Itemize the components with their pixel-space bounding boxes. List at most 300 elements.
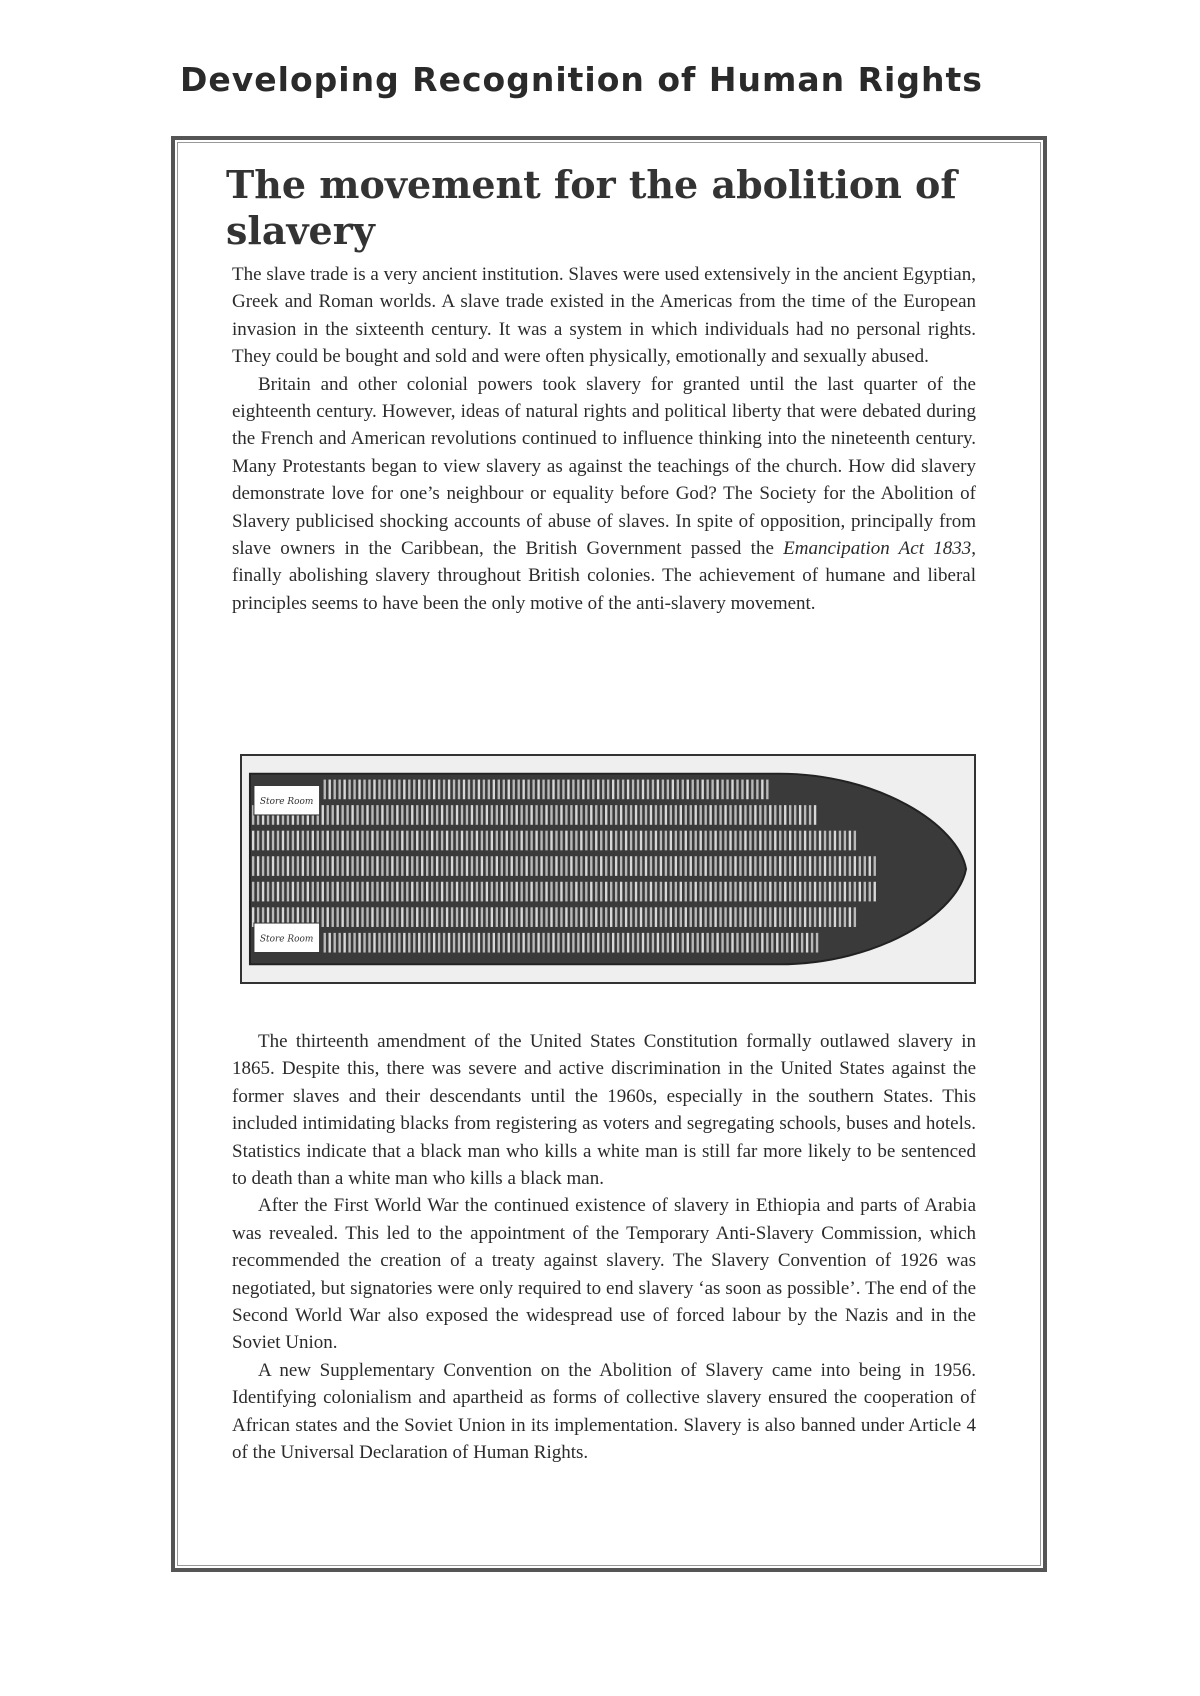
- ship-figure-stroke: [478, 780, 480, 800]
- ship-figure-stroke: [552, 933, 554, 953]
- ship-figure-stroke: [312, 882, 314, 902]
- ship-figure-stroke: [324, 780, 326, 800]
- ship-figure-stroke: [371, 805, 373, 825]
- ship-figure-stroke: [620, 882, 622, 902]
- ship-figure-stroke: [687, 933, 689, 953]
- ship-figure-stroke: [577, 780, 579, 800]
- ship-figure-stroke: [744, 882, 746, 902]
- ship-figure-stroke: [426, 805, 428, 825]
- ship-figure-stroke: [695, 805, 697, 825]
- ship-figure-stroke: [685, 882, 687, 902]
- ship-figure-stroke: [759, 831, 761, 851]
- ship-figure-stroke: [448, 933, 450, 953]
- ship-figure-stroke: [585, 856, 587, 876]
- ship-figure-stroke: [854, 856, 856, 876]
- ship-figure-stroke: [257, 856, 259, 876]
- ship-figure-stroke: [600, 805, 602, 825]
- ship-figure-stroke: [692, 780, 694, 800]
- ship-figure-stroke: [647, 780, 649, 800]
- ship-figure-stroke: [292, 856, 294, 876]
- ship-figure-stroke: [824, 856, 826, 876]
- ship-figure-stroke: [338, 780, 340, 800]
- ship-figure-stroke: [356, 907, 358, 927]
- ship-figure-stroke: [685, 907, 687, 927]
- ship-figure-stroke: [796, 933, 798, 953]
- ship-figure-stroke: [724, 831, 726, 851]
- ship-figure-stroke: [615, 856, 617, 876]
- ship-figure-stroke: [466, 805, 468, 825]
- ship-figure-stroke: [525, 882, 527, 902]
- ship-figure-stroke: [483, 780, 485, 800]
- ship-figure-stroke: [726, 933, 728, 953]
- emancipation-act-title: Emancipation Act 1833: [783, 538, 972, 560]
- ship-figure-stroke: [353, 933, 355, 953]
- ship-figure-stroke: [322, 907, 324, 927]
- ship-figure-stroke: [545, 882, 547, 902]
- ship-figure-stroke: [704, 831, 706, 851]
- ship-figure-stroke: [463, 780, 465, 800]
- ship-figure-stroke: [431, 831, 433, 851]
- ship-figure-stroke: [819, 907, 821, 927]
- ship-figure-stroke: [729, 805, 731, 825]
- ship-figure-stroke: [685, 831, 687, 851]
- ship-figure-stroke: [506, 831, 508, 851]
- ship-figure-stroke: [545, 856, 547, 876]
- ship-figure-stroke: [612, 780, 614, 800]
- ship-figure-stroke: [667, 780, 669, 800]
- ship-figure-stroke: [645, 907, 647, 927]
- ship-figure-stroke: [595, 831, 597, 851]
- ship-figure-stroke: [356, 856, 358, 876]
- ship-figure-stroke: [774, 856, 776, 876]
- ship-figure-stroke: [580, 856, 582, 876]
- ship-figure-stroke: [421, 882, 423, 902]
- ship-figure-stroke: [406, 856, 408, 876]
- ship-figure-stroke: [630, 831, 632, 851]
- ship-figure-stroke: [729, 831, 731, 851]
- ship-figure-stroke: [709, 831, 711, 851]
- ship-figure-stroke: [511, 831, 513, 851]
- ship-figure-stroke: [701, 933, 703, 953]
- article-section-2: [232, 1028, 976, 1467]
- ship-figure-stroke: [729, 882, 731, 902]
- ship-figure-stroke: [527, 933, 529, 953]
- slave-ship-drawing: [242, 756, 974, 982]
- ship-figure-stroke: [376, 907, 378, 927]
- ship-figure-stroke: [665, 882, 667, 902]
- ship-figure-stroke: [501, 805, 503, 825]
- ship-figure-stroke: [630, 882, 632, 902]
- article-title: The movement for the abolition of slavery: [226, 162, 957, 253]
- ship-figure-stroke: [486, 805, 488, 825]
- ship-figure-stroke: [446, 882, 448, 902]
- ship-figure-stroke: [622, 780, 624, 800]
- ship-figure-stroke: [700, 831, 702, 851]
- ship-figure-stroke: [809, 907, 811, 927]
- ship-figure-stroke: [859, 882, 861, 902]
- ship-figure-stroke: [351, 882, 353, 902]
- ship-figure-stroke: [809, 882, 811, 902]
- ship-figure-stroke: [690, 907, 692, 927]
- ship-figure-stroke: [595, 882, 597, 902]
- ship-figure-stroke: [690, 856, 692, 876]
- ship-figure-stroke: [302, 831, 304, 851]
- ship-figure-stroke: [854, 831, 856, 851]
- ship-figure-stroke: [685, 805, 687, 825]
- ship-figure-stroke: [257, 882, 259, 902]
- ship-figure-stroke: [322, 856, 324, 876]
- ship-figure-stroke: [582, 933, 584, 953]
- ship-figure-stroke: [381, 882, 383, 902]
- ship-figure-stroke: [739, 805, 741, 825]
- ship-figure-stroke: [572, 933, 574, 953]
- ship-figure-stroke: [602, 780, 604, 800]
- ship-figure-stroke: [522, 780, 524, 800]
- ship-figure-stroke: [418, 780, 420, 800]
- ship-figure-stroke: [597, 933, 599, 953]
- ship-figure-stroke: [466, 907, 468, 927]
- ship-figure-stroke: [373, 933, 375, 953]
- ship-figure-stroke: [615, 907, 617, 927]
- ship-figure-stroke: [814, 882, 816, 902]
- ship-figure-stroke: [665, 907, 667, 927]
- ship-figure-stroke: [714, 805, 716, 825]
- ship-figure-stroke: [262, 882, 264, 902]
- ship-figure-stroke: [587, 780, 589, 800]
- ship-figure-stroke: [498, 933, 500, 953]
- ship-figure-stroke: [690, 831, 692, 851]
- ship-figure-stroke: [844, 882, 846, 902]
- ship-figure-stroke: [413, 780, 415, 800]
- ship-figure-stroke: [652, 933, 654, 953]
- ship-figure-stroke: [416, 805, 418, 825]
- ship-figure-stroke: [749, 831, 751, 851]
- ship-figure-stroke: [764, 805, 766, 825]
- ship-figure-stroke: [799, 907, 801, 927]
- ship-figure-stroke: [327, 805, 329, 825]
- ship-figure-stroke: [814, 856, 816, 876]
- ship-figure-stroke: [403, 933, 405, 953]
- ship-figure-stroke: [441, 805, 443, 825]
- ship-figure-stroke: [386, 907, 388, 927]
- ship-figure-stroke: [665, 856, 667, 876]
- ship-figure-stroke: [612, 933, 614, 953]
- paragraph-supplementary-convention: A new Supplementary Convention on the Abolition of Slavery came into being in 1956. Identifying colonialism and apartheid as forms of collective slavery ensured the cooperation of African states and the Soviet Union in its implementation. Slavery is also banned under Article 4 of the Universal Declaration of Human Rights.: [232, 1359, 976, 1464]
- ship-figure-stroke: [834, 856, 836, 876]
- ship-figure-stroke: [332, 805, 334, 825]
- ship-figure-stroke: [287, 856, 289, 876]
- ship-figure-stroke: [719, 831, 721, 851]
- ship-figure-stroke: [610, 856, 612, 876]
- ship-figure-stroke: [607, 933, 609, 953]
- ship-figure-stroke: [749, 805, 751, 825]
- ship-figure-stroke: [729, 907, 731, 927]
- ship-figure-stroke: [675, 805, 677, 825]
- ship-figure-stroke: [627, 933, 629, 953]
- ship-figure-stroke: [336, 907, 338, 927]
- ship-figure-stroke: [779, 907, 781, 927]
- ship-figure-stroke: [739, 882, 741, 902]
- ship-figure-stroke: [513, 933, 515, 953]
- ship-figure-stroke: [695, 856, 697, 876]
- ship-figure-stroke: [716, 933, 718, 953]
- ship-figure-stroke: [488, 780, 490, 800]
- ship-figure-stroke: [724, 882, 726, 902]
- ship-figure-stroke: [443, 933, 445, 953]
- ship-figure-stroke: [675, 856, 677, 876]
- ship-figure-stroke: [338, 933, 340, 953]
- ship-figure-stroke: [411, 882, 413, 902]
- ship-figure-stroke: [675, 831, 677, 851]
- ship-figure-stroke: [537, 780, 539, 800]
- ship-figure-stroke: [498, 780, 500, 800]
- ship-figure-stroke: [453, 933, 455, 953]
- ship-figure-stroke: [839, 831, 841, 851]
- ship-figure-stroke: [346, 856, 348, 876]
- ship-figure-stroke: [336, 882, 338, 902]
- ship-figure-stroke: [682, 780, 684, 800]
- ship-figure-stroke: [436, 805, 438, 825]
- ship-figure-stroke: [714, 831, 716, 851]
- store-room-label-top: Store Room: [259, 797, 314, 808]
- ship-figure-stroke: [376, 856, 378, 876]
- ship-figure-stroke: [351, 831, 353, 851]
- ship-figure-stroke: [508, 933, 510, 953]
- ship-figure-stroke: [406, 907, 408, 927]
- ship-figure-stroke: [789, 907, 791, 927]
- ship-figure-stroke: [438, 933, 440, 953]
- ship-figure-stroke: [590, 907, 592, 927]
- ship-figure-stroke: [809, 856, 811, 876]
- ship-figure-stroke: [520, 831, 522, 851]
- ship-figure-stroke: [600, 831, 602, 851]
- ship-figure-stroke: [555, 882, 557, 902]
- ship-figure-stroke: [874, 856, 876, 876]
- ship-figure-stroke: [411, 805, 413, 825]
- ship-figure-stroke: [655, 907, 657, 927]
- ship-figure-stroke: [332, 856, 334, 876]
- ship-figure-stroke: [545, 831, 547, 851]
- ship-figure-stroke: [466, 882, 468, 902]
- ship-figure-stroke: [322, 882, 324, 902]
- ship-figure-stroke: [565, 805, 567, 825]
- ship-figure-stroke: [680, 805, 682, 825]
- ship-figure-stroke: [570, 882, 572, 902]
- ship-figure-stroke: [486, 831, 488, 851]
- ship-figure-stroke: [799, 805, 801, 825]
- ship-figure-stroke: [481, 882, 483, 902]
- ship-figure-stroke: [620, 805, 622, 825]
- ship-figure-stroke: [580, 805, 582, 825]
- ship-figure-stroke: [292, 882, 294, 902]
- ship-figure-stroke: [406, 831, 408, 851]
- ship-figure-stroke: [764, 882, 766, 902]
- ship-figure-stroke: [657, 933, 659, 953]
- ship-figure-stroke: [565, 831, 567, 851]
- ship-figure-stroke: [555, 831, 557, 851]
- ship-figure-stroke: [620, 907, 622, 927]
- ship-figure-stroke: [451, 831, 453, 851]
- ship-figure-stroke: [774, 907, 776, 927]
- ship-figure-stroke: [353, 780, 355, 800]
- ship-figure-stroke: [590, 831, 592, 851]
- ship-figure-stroke: [799, 831, 801, 851]
- ship-figure-stroke: [346, 805, 348, 825]
- ship-figure-stroke: [396, 907, 398, 927]
- ship-figure-stroke: [839, 856, 841, 876]
- ship-figure-stroke: [535, 856, 537, 876]
- ship-figure-stroke: [711, 780, 713, 800]
- ship-figure-stroke: [784, 805, 786, 825]
- ship-figure-stroke: [824, 831, 826, 851]
- ship-figure-stroke: [511, 805, 513, 825]
- ship-figure-stroke: [849, 856, 851, 876]
- ship-figure-stroke: [476, 805, 478, 825]
- ship-figure-stroke: [416, 856, 418, 876]
- ship-figure-stroke: [650, 907, 652, 927]
- ship-figure-stroke: [665, 831, 667, 851]
- ship-figure-stroke: [610, 805, 612, 825]
- ship-figure-stroke: [665, 805, 667, 825]
- ship-figure-stroke: [506, 907, 508, 927]
- ship-figure-stroke: [864, 882, 866, 902]
- ship-figure-stroke: [376, 831, 378, 851]
- ship-figure-stroke: [277, 856, 279, 876]
- ship-figure-stroke: [595, 856, 597, 876]
- ship-figure-stroke: [386, 882, 388, 902]
- ship-figure-stroke: [312, 856, 314, 876]
- ship-figure-stroke: [829, 907, 831, 927]
- ship-figure-stroke: [426, 907, 428, 927]
- ship-figure-stroke: [670, 907, 672, 927]
- ship-figure-stroke: [690, 882, 692, 902]
- ship-figure-stroke: [779, 856, 781, 876]
- ship-figure-stroke: [640, 882, 642, 902]
- ship-figure-stroke: [759, 805, 761, 825]
- ship-figure-stroke: [297, 882, 299, 902]
- ship-figure-stroke: [585, 805, 587, 825]
- ship-figure-stroke: [398, 780, 400, 800]
- ship-figure-stroke: [408, 780, 410, 800]
- ship-figure-stroke: [332, 907, 334, 927]
- ship-figure-stroke: [640, 907, 642, 927]
- ship-figure-stroke: [401, 805, 403, 825]
- ship-figure-stroke: [766, 933, 768, 953]
- ship-figure-stroke: [282, 856, 284, 876]
- slave-ship-diagram-image: [240, 754, 976, 984]
- ship-figure-stroke: [744, 805, 746, 825]
- ship-figure-stroke: [267, 882, 269, 902]
- ship-figure-stroke: [590, 856, 592, 876]
- ship-figure-stroke: [356, 831, 358, 851]
- ship-figure-stroke: [388, 780, 390, 800]
- ship-figure-stroke: [530, 882, 532, 902]
- ship-figure-stroke: [771, 933, 773, 953]
- ship-figure-stroke: [461, 907, 463, 927]
- ship-figure-stroke: [580, 882, 582, 902]
- ship-figure-stroke: [530, 907, 532, 927]
- ship-figure-stroke: [411, 907, 413, 927]
- ship-figure-stroke: [662, 780, 664, 800]
- ship-figure-stroke: [441, 882, 443, 902]
- ship-figure-stroke: [791, 933, 793, 953]
- ship-figure-stroke: [421, 805, 423, 825]
- ship-figure-stroke: [754, 831, 756, 851]
- ship-figure-stroke: [398, 933, 400, 953]
- ship-figure-stroke: [657, 780, 659, 800]
- ship-figure-stroke: [341, 805, 343, 825]
- ship-figure-stroke: [408, 933, 410, 953]
- ship-figure-stroke: [431, 907, 433, 927]
- ship-figure-stroke: [336, 805, 338, 825]
- ship-figure-stroke: [334, 780, 336, 800]
- ship-figure-stroke: [317, 831, 319, 851]
- ship-figure-stroke: [358, 933, 360, 953]
- ship-figure-stroke: [597, 780, 599, 800]
- ship-figure-stroke: [557, 780, 559, 800]
- ship-figure-stroke: [749, 907, 751, 927]
- ship-figure-stroke: [585, 907, 587, 927]
- ship-figure-stroke: [466, 856, 468, 876]
- ship-figure-stroke: [471, 805, 473, 825]
- ship-figure-stroke: [562, 933, 564, 953]
- ship-figure-stroke: [346, 882, 348, 902]
- ship-figure-stroke: [774, 805, 776, 825]
- ship-figure-stroke: [741, 780, 743, 800]
- ship-figure-stroke: [525, 831, 527, 851]
- ship-figure-stroke: [610, 831, 612, 851]
- ship-figure-stroke: [277, 882, 279, 902]
- ship-figure-stroke: [550, 907, 552, 927]
- ship-figure-stroke: [834, 831, 836, 851]
- ship-figure-stroke: [378, 780, 380, 800]
- ship-figure-stroke: [632, 780, 634, 800]
- ship-figure-stroke: [794, 907, 796, 927]
- ship-figure-stroke: [458, 780, 460, 800]
- ship-figure-stroke: [625, 831, 627, 851]
- ship-figure-stroke: [734, 907, 736, 927]
- ship-figure-stroke: [829, 856, 831, 876]
- ship-figure-stroke: [307, 856, 309, 876]
- ship-figure-stroke: [622, 933, 624, 953]
- ship-figure-stroke: [532, 780, 534, 800]
- ship-figure-stroke: [567, 933, 569, 953]
- ship-figure-stroke: [302, 882, 304, 902]
- ship-figure-stroke: [396, 856, 398, 876]
- ship-figure-stroke: [697, 780, 699, 800]
- ship-figure-stroke: [322, 831, 324, 851]
- ship-figure-stroke: [262, 831, 264, 851]
- ship-figure-stroke: [677, 933, 679, 953]
- ship-figure-stroke: [496, 856, 498, 876]
- ship-figure-stroke: [635, 831, 637, 851]
- ship-figure-stroke: [312, 831, 314, 851]
- ship-figure-stroke: [491, 831, 493, 851]
- ship-figure-stroke: [436, 882, 438, 902]
- ship-figure-stroke: [513, 780, 515, 800]
- ship-figure-stroke: [734, 882, 736, 902]
- ship-figure-stroke: [272, 831, 274, 851]
- ship-figure-stroke: [700, 907, 702, 927]
- ship-figure-stroke: [625, 882, 627, 902]
- ship-figure-stroke: [453, 780, 455, 800]
- ship-figure-stroke: [446, 856, 448, 876]
- ship-figure-stroke: [466, 831, 468, 851]
- ship-figure-stroke: [630, 907, 632, 927]
- ship-figure-stroke: [496, 805, 498, 825]
- ship-figure-stroke: [356, 805, 358, 825]
- ship-figure-stroke: [418, 933, 420, 953]
